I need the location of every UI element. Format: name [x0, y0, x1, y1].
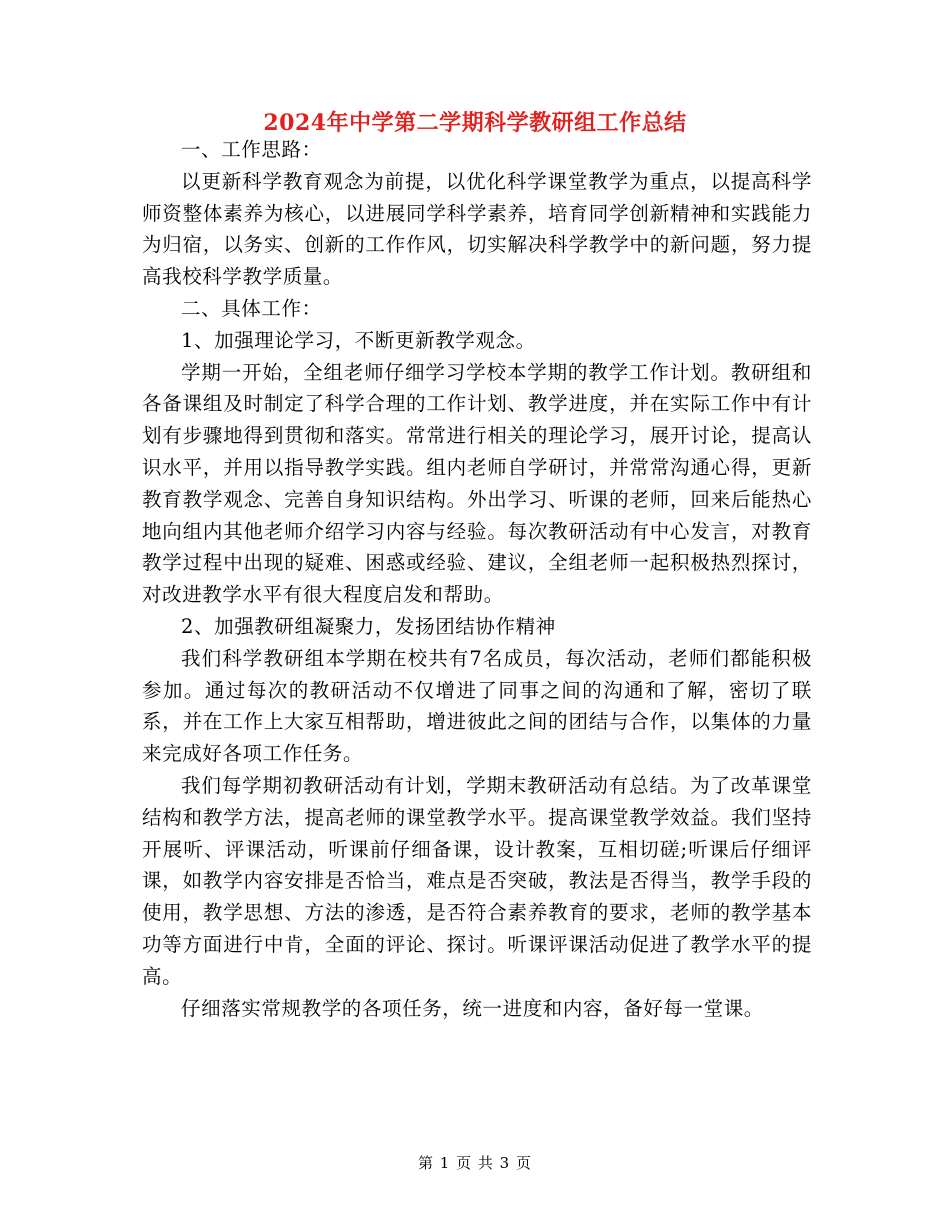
- document-title: 2024年中学第二学期科学教研组工作总结: [263, 110, 687, 136]
- paragraph-approach: 以更新科学教育观念为前提，以优化科学课堂教学为重点，以提高科学师资整体素养为核心，以进展同学科学素养，培育同学创新精神和实践能力为归宿，以务实、创新的工作作风，切实解决科学教学中的新问题，努力提高我校科学教学质量。: [142, 169, 812, 289]
- paragraph-lesson-review: 我们每学期初教研活动有计划，学期末教研活动有总结。为了改革课堂结构和教学方法，提高老师的课堂教学水平。提高课堂教学效益。我们坚持开展听、评课活动，听课前仔细备课，设计教案，互相切磋;听课后仔细评课，如教学内容安排是否恰当，难点是否突破，教法是否得当，教学手段的使用，教学思想、方法的渗透，是否符合素养教育的要求，老师的教学基本功等方面进行中肯，全面的评论、探讨。听课评课活动促进了教学水平的提高。: [142, 773, 812, 988]
- document-body: [142, 134, 812, 1024]
- section-heading-work: 二、具体工作：: [181, 296, 322, 320]
- paragraph-theory-study: 学期一开始，全组老师仔细学习学校本学期的教学工作计划。教研组和各备课组及时制定了科学合理的工作计划、教学进度，并在实际工作中有计划有步骤地得到贯彻和落实。常常进行相关的理论学习，展开讨论，提高认识水平，并用以指导教学实践。组内老师自学研讨，并常常沟通心得，更新教育教学观念、完善自身知识结构。外出学习、听课的老师，回来后能热心地向组内其他老师介绍学习内容与经验。每次教研活动有中心发言，对教育教学过程中出现的疑难、困惑或经验、建议，全组老师一起积极热烈探讨，对改进教学水平有很大程度启发和帮助。: [142, 360, 812, 607]
- subheading-cohesion: 2、加强教研组凝聚力，发扬团结协作精神: [181, 614, 556, 638]
- paragraph-routine-teaching: 仔细落实常规教学的各项任务，统一进度和内容，备好每一堂课。: [181, 996, 764, 1020]
- subheading-theory-study: 1、加强理论学习，不断更新教学观念。: [181, 328, 536, 352]
- paragraph-cohesion: 我们科学教研组本学期在校共有7名成员，每次活动，老师们都能积极参加。通过每次的教研活动不仅增进了同事之间的沟通和了解，密切了联系，并在工作上大家互相帮助，增进彼此之间的团结与合作，以集体的力量来完成好各项工作任务。: [142, 646, 812, 766]
- section-heading-approach: 一、工作思路：: [181, 138, 322, 161]
- page-footer: 第 1 页 共 3 页: [418, 1154, 532, 1172]
